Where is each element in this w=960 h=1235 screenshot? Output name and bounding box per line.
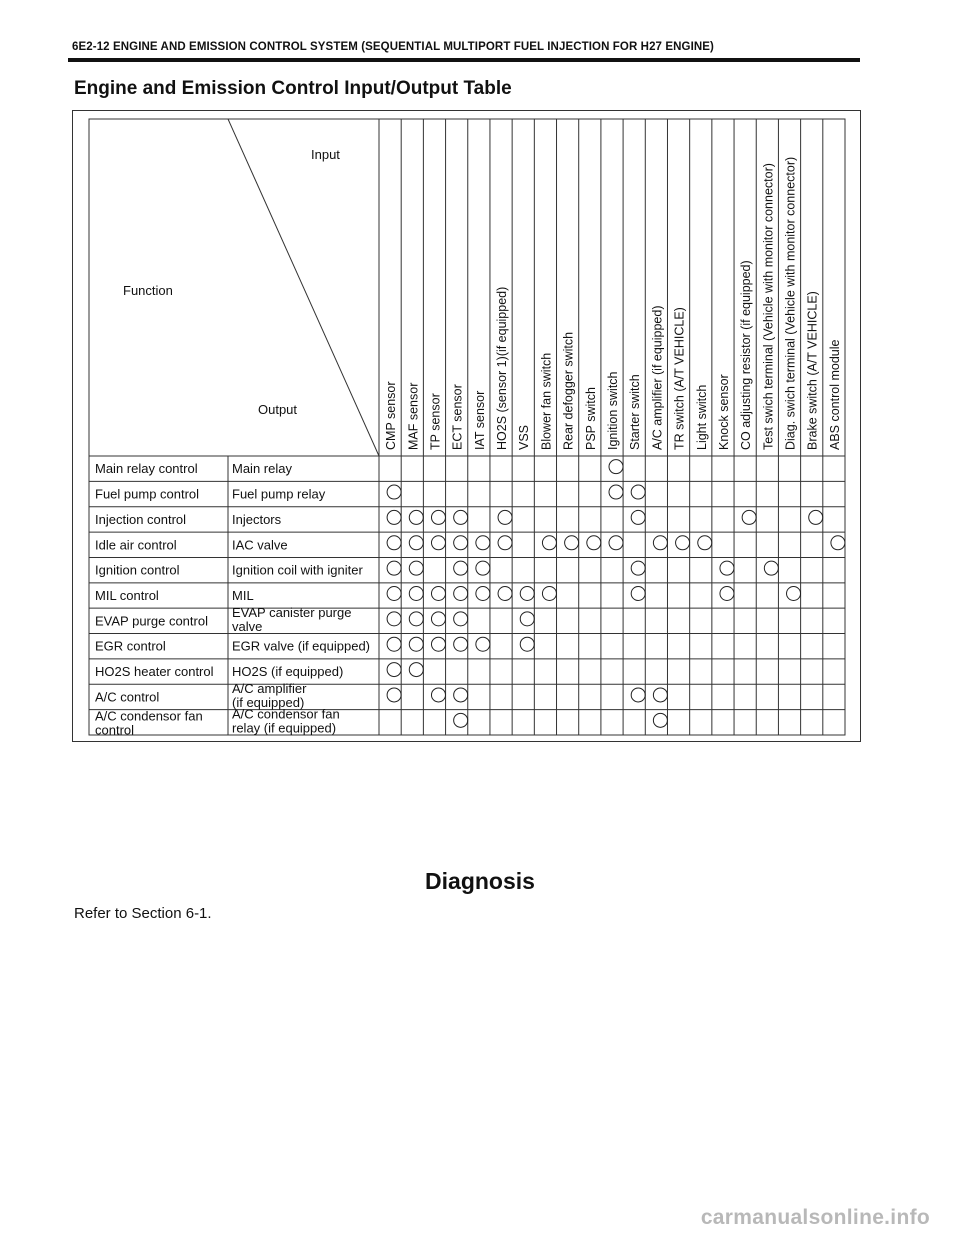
io-mark xyxy=(387,510,401,524)
output-cell: MIL xyxy=(232,588,254,603)
output-cell: (if equipped) xyxy=(232,694,305,710)
io-mark xyxy=(498,510,512,524)
io-mark xyxy=(409,561,423,575)
running-header: 6E2-12 ENGINE AND EMISSION CONTROL SYSTEM (SEQUENTIAL MULTIPORT FUEL INJECTION FOR H27 ENGINE) xyxy=(72,41,714,53)
io-mark xyxy=(454,561,468,575)
io-mark xyxy=(387,485,401,499)
io-mark xyxy=(631,485,645,499)
input-header: A/C amplifier (if equipped) xyxy=(650,305,665,450)
input-header: Rear defogger switch xyxy=(561,331,576,450)
io-mark xyxy=(431,688,445,702)
io-mark xyxy=(609,536,623,550)
corner-diagonal xyxy=(228,119,379,456)
io-mark xyxy=(409,510,423,524)
io-mark xyxy=(387,637,401,651)
input-header: Starter switch xyxy=(628,374,643,450)
io-mark xyxy=(720,587,734,601)
io-mark xyxy=(476,587,490,601)
io-mark xyxy=(520,637,534,651)
io-mark xyxy=(409,536,423,550)
diagnosis-title: Diagnosis xyxy=(425,868,535,894)
input-header: VSS xyxy=(517,424,532,450)
output-cell: Ignition coil with igniter xyxy=(232,562,363,578)
input-header: PSP switch xyxy=(583,387,598,450)
output-cell: Injectors xyxy=(232,511,282,527)
io-mark xyxy=(431,637,445,651)
function-cell: Ignition control xyxy=(95,562,180,578)
input-header: Light switch xyxy=(694,384,709,450)
function-cell: HO2S heater control xyxy=(95,664,214,680)
io-mark xyxy=(476,536,490,550)
input-header: ECT sensor xyxy=(450,384,465,450)
watermark: carmanualsonline.info xyxy=(700,1206,930,1229)
io-mark xyxy=(720,561,734,575)
output-cell: valve xyxy=(232,618,263,634)
io-mark xyxy=(454,612,468,626)
input-header: Brake switch (A/T VEHICLE) xyxy=(805,291,820,450)
output-cell: Fuel pump relay xyxy=(232,486,326,502)
diagnosis-text: Refer to Section 6-1. xyxy=(74,905,212,922)
input-header: CMP sensor xyxy=(384,381,399,450)
io-mark xyxy=(542,587,556,601)
io-mark xyxy=(631,561,645,575)
io-mark xyxy=(498,536,512,550)
io-mark xyxy=(454,587,468,601)
function-cell: MIL control xyxy=(95,588,159,603)
output-cell: HO2S (if equipped) xyxy=(232,664,344,680)
function-cell: EVAP purge control xyxy=(95,613,208,629)
io-mark xyxy=(409,587,423,601)
io-mark xyxy=(387,663,401,677)
io-mark xyxy=(454,536,468,550)
output-cell: IAC valve xyxy=(232,537,288,553)
io-mark xyxy=(542,536,556,550)
io-mark xyxy=(698,536,712,550)
input-header: ABS control module xyxy=(827,339,842,450)
io-mark xyxy=(431,612,445,626)
io-mark xyxy=(742,510,756,524)
input-header: TP sensor xyxy=(428,393,443,450)
io-mark xyxy=(409,637,423,651)
io-mark xyxy=(631,688,645,702)
output-cell: EVAP canister purge xyxy=(232,604,352,620)
io-mark xyxy=(431,510,445,524)
io-mark xyxy=(609,485,623,499)
page-title: Engine and Emission Control Input/Output Table xyxy=(74,78,512,99)
function-cell: Idle air control xyxy=(95,537,177,553)
io-mark xyxy=(454,510,468,524)
function-cell: A/C condensor fan xyxy=(95,708,203,724)
io-mark xyxy=(653,688,667,702)
output-cell: A/C condensor fan xyxy=(232,706,340,722)
corner-input-label: Input xyxy=(311,147,340,162)
input-header: Knock sensor xyxy=(716,374,731,450)
io-mark xyxy=(431,587,445,601)
io-mark xyxy=(454,637,468,651)
io-mark xyxy=(387,587,401,601)
io-mark xyxy=(609,460,623,474)
io-table-frame xyxy=(72,110,861,742)
io-mark xyxy=(387,561,401,575)
function-cell: Injection control xyxy=(95,511,187,527)
io-mark xyxy=(409,612,423,626)
io-mark xyxy=(431,536,445,550)
io-mark xyxy=(409,663,423,677)
input-header: CO adjusting resistor (if equipped) xyxy=(739,260,754,450)
corner-function-label: Function xyxy=(123,283,173,298)
io-mark xyxy=(631,587,645,601)
function-cell: control xyxy=(95,722,135,738)
function-cell: A/C control xyxy=(95,689,160,705)
io-mark xyxy=(587,536,601,550)
input-header: TR switch (A/T VEHICLE) xyxy=(672,307,687,450)
input-header: MAF sensor xyxy=(406,382,421,450)
io-mark xyxy=(653,536,667,550)
io-mark xyxy=(454,713,468,727)
io-mark xyxy=(631,510,645,524)
input-header: HO2S (sensor 1)(if equipped) xyxy=(495,286,510,450)
output-cell: EGR valve (if equipped) xyxy=(232,638,371,654)
io-mark xyxy=(653,713,667,727)
input-header: Test swich terminal (Vehicle with monitor connector) xyxy=(761,163,776,450)
io-mark xyxy=(831,536,845,550)
output-cell: Main relay xyxy=(232,461,292,477)
io-mark xyxy=(476,561,490,575)
io-mark xyxy=(387,612,401,626)
io-mark xyxy=(809,510,823,524)
io-mark xyxy=(520,612,534,626)
io-mark xyxy=(565,536,579,550)
io-mark xyxy=(454,688,468,702)
io-mark xyxy=(787,587,801,601)
function-cell: Fuel pump control xyxy=(95,486,200,502)
io-mark xyxy=(387,688,401,702)
io-mark xyxy=(476,637,490,651)
io-mark xyxy=(676,536,690,550)
io-mark xyxy=(498,587,512,601)
function-cell: EGR control xyxy=(95,638,166,654)
input-header: Diag. swich terminal (Vehicle with monitor connector) xyxy=(783,156,798,450)
header-rule xyxy=(68,58,860,62)
input-header: IAT sensor xyxy=(472,390,487,450)
function-cell: Main relay control xyxy=(95,461,198,477)
io-mark xyxy=(520,587,534,601)
output-cell: A/C amplifier xyxy=(232,680,307,696)
input-header: Blower fan switch xyxy=(539,352,554,450)
io-table xyxy=(73,111,860,741)
corner-output-label: Output xyxy=(258,402,298,417)
io-mark xyxy=(387,536,401,550)
io-mark xyxy=(764,561,778,575)
output-cell: relay (if equipped) xyxy=(232,720,337,736)
input-header: Ignition switch xyxy=(606,371,620,450)
